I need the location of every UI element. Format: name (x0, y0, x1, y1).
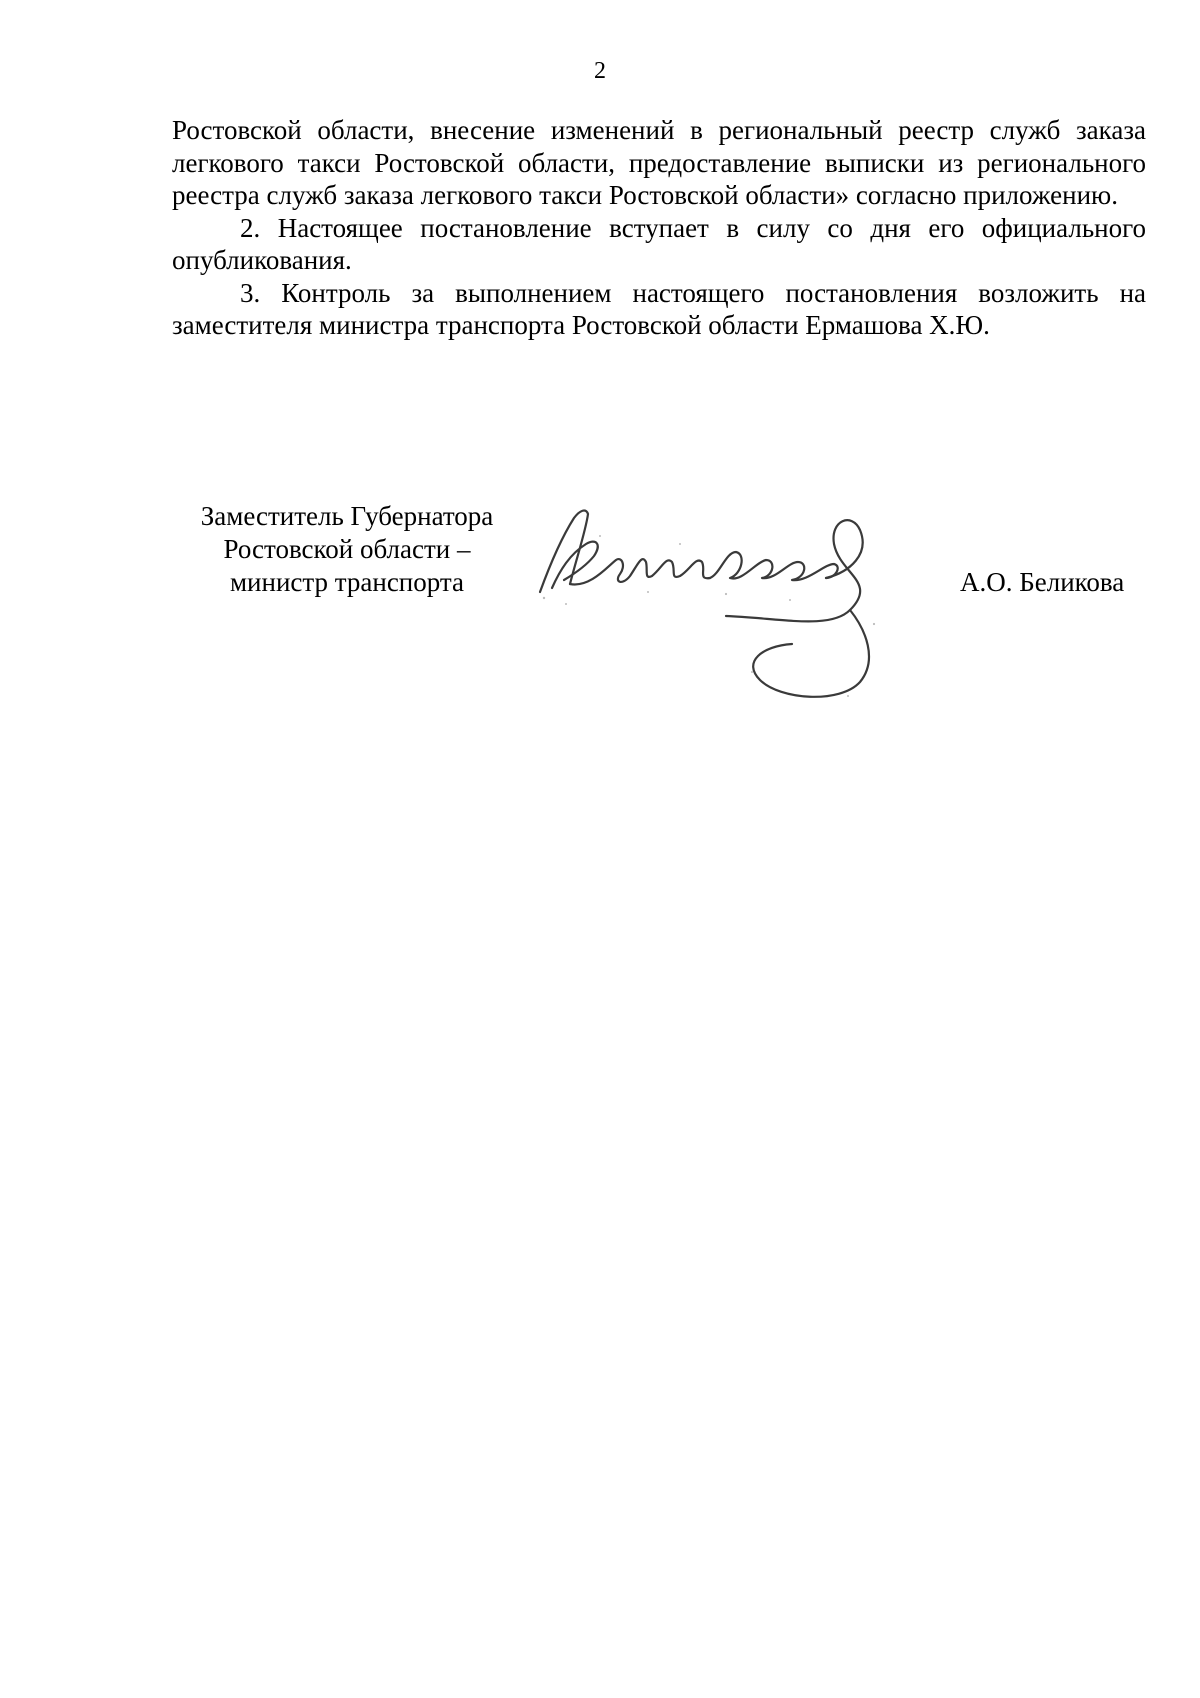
signatory-position (170, 500, 524, 599)
signature-block (0, 500, 1200, 720)
position-line: министр транспорта (229, 567, 465, 597)
handwritten-signature (530, 500, 950, 720)
paragraph-continuation: Ростовской области, внесение изменений в региональный реестр служб заказа легкового такси Ростовской области, предоставление выписки из регионального реестра служб заказа легкового такси Ростовской области» согласно приложению. (172, 115, 1146, 210)
paragraph-control: 3. Контроль за выполнением настоящего постановления возложить на заместителя министра транспорта Ростовской области Ермашова Х.Ю. (172, 277, 1146, 340)
page-number: 2 (594, 58, 606, 84)
signatory-name: А.О. Беликова (960, 567, 1125, 597)
paragraph-effective-date: 2. Настоящее постановление вступает в силу со дня его официального опубликования. (172, 212, 1146, 275)
position-line: Ростовской области – (223, 534, 471, 564)
document-body (172, 114, 1146, 342)
position-line: Заместитель Губернатора (200, 501, 494, 531)
